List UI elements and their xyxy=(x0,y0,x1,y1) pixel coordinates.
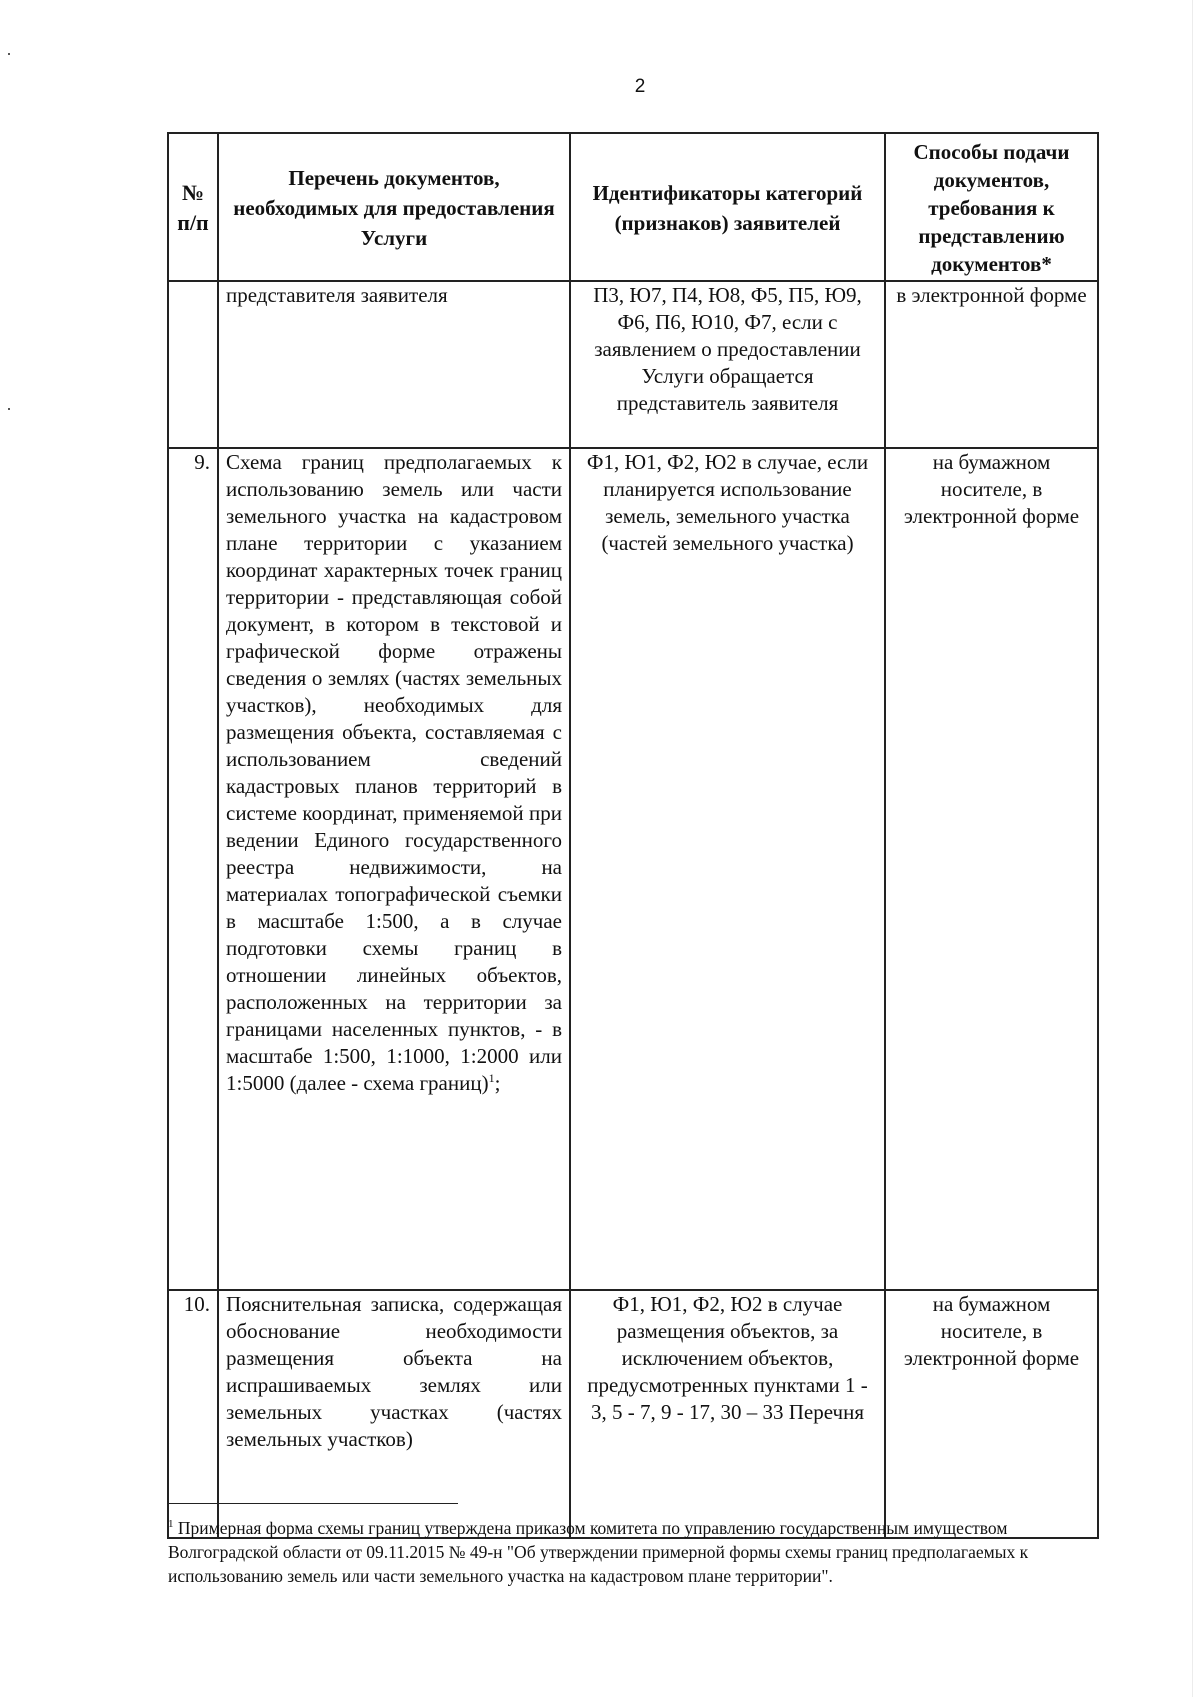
footnote-marker: 1 xyxy=(168,1518,174,1531)
row-methods: на бумажном носителе, в электронной форме xyxy=(885,448,1098,1290)
table-row xyxy=(168,281,1098,448)
scan-edge-line xyxy=(1192,0,1193,1697)
page-number: 2 xyxy=(634,76,646,97)
row-identifiers: П3, Ю7, П4, Ю8, Ф5, П5, Ю9, Ф6, П6, Ю10, Ф7, если с заявлением о предоставлении Услуги обращается представитель заявителя xyxy=(570,281,885,448)
footnote-reference: 1 xyxy=(488,1071,495,1085)
row-document: представителя заявителя xyxy=(218,281,570,448)
row-methods: на бумажном носителе, в электронной форме xyxy=(885,1290,1098,1538)
header-identifiers: Идентификаторы категорий (признаков) заявителей xyxy=(570,133,885,281)
scan-margin-dot xyxy=(8,408,10,410)
row-number: 9. xyxy=(168,448,218,1290)
table-header-row xyxy=(168,133,1098,281)
footnote xyxy=(168,1516,1073,1588)
row-identifiers: Ф1, Ю1, Ф2, Ю2 в случае размещения объектов, за исключением объектов, предусмотренных пунктами 1 - 3, 5 - 7, 9 - 17, 30 – 33 Перечня xyxy=(570,1290,885,1538)
documents-table xyxy=(167,132,1099,1539)
row-document-end: ; xyxy=(494,1071,501,1095)
row-identifiers: Ф1, Ю1, Ф2, Ю2 в случае, если планируется использование земель, земельного участка (частей земельного участка) xyxy=(570,448,885,1290)
header-methods: Способы подачи документов, требования к представлению документов* xyxy=(885,133,1098,281)
header-documents: Перечень документов, необходимых для предоставления Услуги xyxy=(218,133,570,281)
row-number: 10. xyxy=(168,1290,218,1538)
scan-margin-dot xyxy=(8,53,10,55)
row-document xyxy=(218,448,570,1290)
footnote-divider xyxy=(168,1503,458,1504)
header-number: № п/п xyxy=(168,133,218,281)
row-number xyxy=(168,281,218,448)
row-document: Пояснительная записка, содержащая обоснование необходимости размещения объекта на испрашиваемых землях или земельных участках (частях земельных участков) xyxy=(218,1290,570,1538)
row-document-text: Схема границ предполагаемых к использованию земель или части земельного участка на кадастровом плане территории с указанием координат характерных точек границ территории - представляющая собой документ, в котором в текстовой и графической форме отражены сведения о землях (частях земельных участков), необходимых для размещения объекта, составляемая с использованием сведений кадастровых планов территорий в системе координат, применяемой при ведении Единого государственного реестра недвижимости, на материалах топографической съемки в масштабе 1:500, а в случае подготовки схемы границ в отношении линейных объектов, расположенных на территории за границами населенных пунктов, - в масштабе 1:500, 1:1000, 1:2000 или 1:5000 (далее - схема границ) xyxy=(226,450,562,1095)
table-row xyxy=(168,1290,1098,1538)
footnote-text: Примерная форма схемы границ утверждена приказом комитета по управлению государственным имуществом Волгоградской области от 09.11.2015 № 49-н "Об утверждении примерной формы схемы границ предполагаемых к использованию земель или части земельного участка на кадастровом плане территории". xyxy=(168,1518,1029,1586)
row-methods: в электронной форме xyxy=(885,281,1098,448)
table-row xyxy=(168,448,1098,1290)
